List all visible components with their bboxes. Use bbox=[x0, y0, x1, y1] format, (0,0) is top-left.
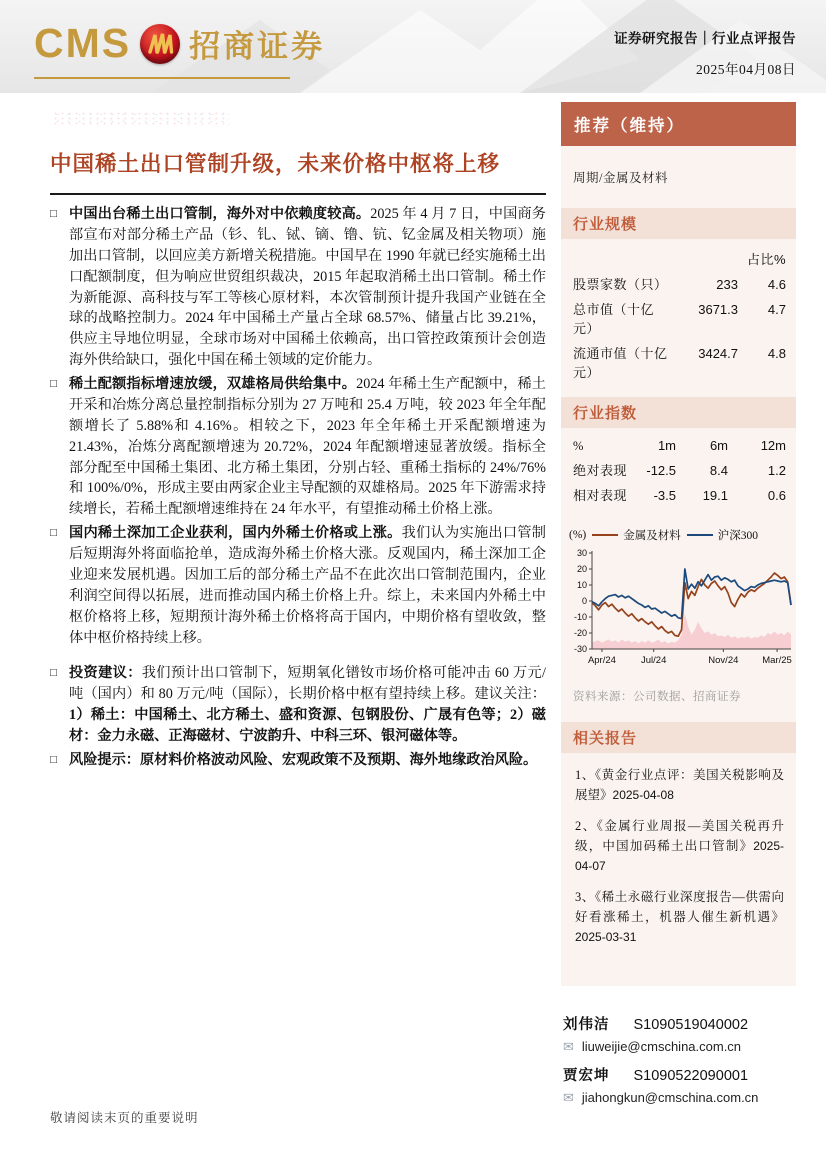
related-report-link[interactable] bbox=[575, 765, 784, 806]
row-label: 股票家数（只） bbox=[573, 277, 668, 292]
analyst-name-row bbox=[563, 1013, 796, 1034]
main-content bbox=[50, 102, 546, 774]
svg-text:30: 30 bbox=[576, 548, 587, 558]
chart-legend bbox=[561, 514, 796, 545]
report-title: 3、《稀土永磁行业深度报告—供需向好看涨稀土，机器人催生新机遇》 bbox=[575, 889, 784, 925]
section-header-industry-scale: 行业规模 bbox=[561, 208, 796, 239]
analyst-email-row bbox=[563, 1090, 796, 1106]
legend-swatch bbox=[687, 534, 713, 537]
paragraph-text: 风险提示：原材料价格波动风险、宏观政策不及预期、海外地缘政治风险。 bbox=[69, 751, 538, 768]
industry-index-chart bbox=[561, 545, 796, 682]
column-header-pct: 占比% bbox=[746, 252, 786, 267]
body-paragraph bbox=[50, 523, 546, 648]
sidebar bbox=[561, 102, 796, 1109]
column-header: 1m bbox=[657, 438, 676, 453]
email-envelope-icon: ✉ bbox=[563, 1038, 574, 1054]
analysts-block bbox=[561, 986, 796, 1106]
cms-logo bbox=[34, 21, 325, 66]
row-value: 19.1 bbox=[702, 488, 728, 503]
svg-text:-30: -30 bbox=[573, 644, 587, 654]
analyst-name-row bbox=[563, 1064, 796, 1085]
body-paragraphs bbox=[50, 204, 546, 771]
page-title: 中国稀土出口管制升级，未来价格中枢将上移 bbox=[50, 152, 501, 176]
body-paragraph bbox=[50, 204, 546, 371]
report-type-label: 证券研究报告｜行业点评报告 bbox=[614, 31, 796, 46]
column-header: 12m bbox=[760, 438, 786, 453]
legend-swatch bbox=[592, 534, 618, 537]
svg-text:10: 10 bbox=[576, 580, 587, 590]
table-row bbox=[573, 343, 786, 381]
paragraph-text: 我们认为实施出口管制后短期海外将面临抢单，造成海外稀土价格大涨。反观国内，稀土深加工企业迎来发展机遇。因加工后的部分稀土产品不在此次出口管制范围内，企业利润空间得以拓展，进而推动国内稀土价格上升。综上，未来国内外稀土中枢价格将上移，短期预计海外稀土价格将高于国内，中期价格有望收敛，整体中枢价格持续上移。 bbox=[69, 525, 546, 646]
row-value: -3.5 bbox=[653, 488, 676, 503]
footer-disclaimer: 敬请阅读末页的重要说明 bbox=[50, 1111, 199, 1125]
svg-text:Nov/24: Nov/24 bbox=[708, 655, 739, 666]
analyst-name: 刘伟洁 bbox=[563, 1016, 610, 1033]
section-header-industry-index: 行业指数 bbox=[561, 397, 796, 428]
svg-text:0: 0 bbox=[581, 596, 587, 606]
legend-item bbox=[687, 527, 758, 543]
row-value: 8.4 bbox=[709, 463, 728, 478]
title-divider bbox=[50, 193, 546, 195]
legend-item bbox=[592, 527, 681, 543]
watermark-speckle bbox=[52, 111, 230, 126]
related-reports-list bbox=[561, 753, 796, 982]
bullet-square-icon: □ bbox=[50, 208, 57, 220]
body-paragraph bbox=[50, 750, 546, 771]
table-row bbox=[573, 299, 786, 337]
report-date: 2025-04-07 bbox=[575, 838, 784, 874]
row-value: 233 bbox=[716, 277, 738, 292]
index-performance-line-chart bbox=[562, 547, 795, 677]
body-paragraph bbox=[50, 663, 546, 747]
paragraph-text: 中国出台稀土出口管制，海外对中依赖度较高。 bbox=[69, 206, 371, 222]
table-header-row bbox=[573, 438, 786, 454]
analyst-name: 贾宏坤 bbox=[563, 1067, 610, 1084]
svg-text:Apr/24: Apr/24 bbox=[587, 655, 616, 666]
rating-badge: 推荐（维持） bbox=[561, 102, 796, 146]
header bbox=[0, 0, 826, 93]
industry-scale-table bbox=[561, 239, 796, 391]
sidebar-tinted-area bbox=[561, 102, 796, 986]
row-pct: 4.8 bbox=[767, 346, 786, 361]
row-label: 绝对表现 bbox=[573, 463, 628, 478]
svg-text:-20: -20 bbox=[573, 628, 587, 638]
analyst-email-link[interactable]: jiahongkun@cmschina.com.cn bbox=[581, 1090, 759, 1106]
report-date: 2025年04月08日 bbox=[696, 62, 796, 77]
table-row bbox=[573, 485, 786, 504]
legend-label: 沪深300 bbox=[717, 530, 758, 542]
svg-text:Mar/25: Mar/25 bbox=[762, 655, 792, 666]
bullet-square-icon: □ bbox=[50, 527, 57, 540]
paragraph-text: 国内稀土深加工企业获利，国内外稀土价格或上涨。 bbox=[69, 525, 402, 542]
industry-category: 周期/金属及材料 bbox=[573, 171, 668, 185]
bullet-square-icon: □ bbox=[50, 753, 57, 766]
paragraph-text: 投资建议： bbox=[69, 665, 142, 682]
row-value: 3671.3 bbox=[698, 302, 738, 317]
section-header-related-reports: 相关报告 bbox=[561, 722, 796, 753]
legend-label: 金属及材料 bbox=[623, 530, 681, 542]
row-label: 相对表现 bbox=[573, 488, 628, 503]
report-date: 2025-03-31 bbox=[575, 930, 637, 945]
paragraph-text: 2025 年 4 月 7 日，中国商务部宣布对部分稀土产品（钐、钆、铽、镝、镥、钪、钇金属及相关物项）施加出口管制，以回应美方新增关税措施。中国早在 1990 年就已经实施稀土出口配额制度，但为响应世贸组织裁决，2015 年起取消稀土出口管制。稀土作为新能源、高科技与军工等核心原材料，本次管制预计提升我国产业链在全球的战略控制力。2024 年中国稀土产量占全球 68.57%、储量占比 39.21%，供应主导地位明显，全球市场对中国稀土依赖高，出口管控政策预计会创造海外供给缺口，强化中国在稀土领域的定价能力。 bbox=[69, 206, 546, 369]
svg-text:20: 20 bbox=[576, 564, 587, 574]
body-paragraph bbox=[50, 374, 546, 520]
analyst-license-id: S1090522090001 bbox=[633, 1067, 749, 1084]
row-label: 流通市值（十亿元） bbox=[573, 346, 668, 380]
row-label: 总市值（十亿元） bbox=[573, 302, 655, 336]
cms-logo-chinese: 招商证券 bbox=[189, 29, 326, 64]
row-pct: 4.7 bbox=[767, 302, 786, 317]
cms-logo-text: CMS bbox=[34, 20, 132, 66]
industry-index-table bbox=[561, 428, 796, 514]
report-title: 1、《黄金行业点评：美国关税影响及展望》 bbox=[575, 768, 784, 803]
cms-logo-icon bbox=[140, 24, 180, 64]
paragraph-text: 2024 年稀土生产配额中，稀土开采和冶炼分离总量控制指标分别为 27 万吨和 25.4 万吨，较 2023 年全年配额增长了 5.88%和 4.16%。相较之下，2023 年全年稀土开采配额增速为 21.43%，冶炼分离配额增速为 20.72%，2024 年配额增速显著放缓。指标全部分配至中国稀土集团、北方稀土集团，分别占轻、重稀土指标的 24%/76%和 100%/0%，形成主要由两家企业主导配额的双雄格局。2025 年下游需求持续增长，若稀土配额增速维持在 24 年水平，有望推动稀土价格上涨。 bbox=[69, 376, 546, 518]
column-header: 6m bbox=[709, 438, 728, 453]
row-value: 0.6 bbox=[767, 488, 786, 503]
report-title: 2、《金属行业周报—美国关税再升级，中国加码稀土出口管制》 bbox=[575, 818, 784, 853]
paragraph-text: 稀土配额指标增速放缓，双雄格局供给集中。 bbox=[69, 376, 357, 392]
row-value: -12.5 bbox=[646, 463, 676, 478]
table-row bbox=[573, 460, 786, 479]
svg-text:-10: -10 bbox=[573, 612, 587, 622]
related-report-link[interactable] bbox=[575, 816, 784, 877]
header-meta bbox=[614, 27, 796, 78]
table-row bbox=[573, 274, 786, 293]
analyst-license-id: S1090519040002 bbox=[633, 1016, 749, 1033]
row-value: 1.2 bbox=[767, 463, 786, 478]
row-value: 3424.7 bbox=[698, 346, 738, 361]
bullet-square-icon: □ bbox=[50, 667, 57, 680]
related-report-link[interactable] bbox=[575, 887, 784, 948]
paragraph-text: 1）稀土：中国稀土、北方稀土、盛和资源、包钢股份、广晟有色等；2）磁材：金力永磁、正海磁材、宁波韵升、中科三环、银河磁体等。 bbox=[69, 707, 546, 744]
row-pct: 4.6 bbox=[767, 277, 786, 292]
report-date: 2025-04-08 bbox=[612, 788, 674, 803]
svg-text:Jul/24: Jul/24 bbox=[641, 655, 667, 666]
chart-y-axis-unit: (%) bbox=[569, 529, 587, 541]
logo-underline bbox=[34, 77, 290, 79]
source-note: 资料来源：公司数据、招商证券 bbox=[573, 691, 741, 703]
column-header: % bbox=[573, 439, 584, 453]
table-header-row bbox=[573, 249, 786, 268]
analyst-email-row bbox=[563, 1039, 796, 1055]
email-envelope-icon: ✉ bbox=[563, 1089, 574, 1105]
paragraph-text: 我们预计出口管制下，短期氧化镨钕市场价格可能冲击 60 万元/吨（国内）和 80 万元/吨（国际），长期价格中枢有望持续上移。建议关注： bbox=[69, 665, 546, 703]
analyst-email-link[interactable]: liuweijie@cmschina.com.cn bbox=[581, 1039, 742, 1055]
bullet-square-icon: □ bbox=[50, 378, 57, 390]
